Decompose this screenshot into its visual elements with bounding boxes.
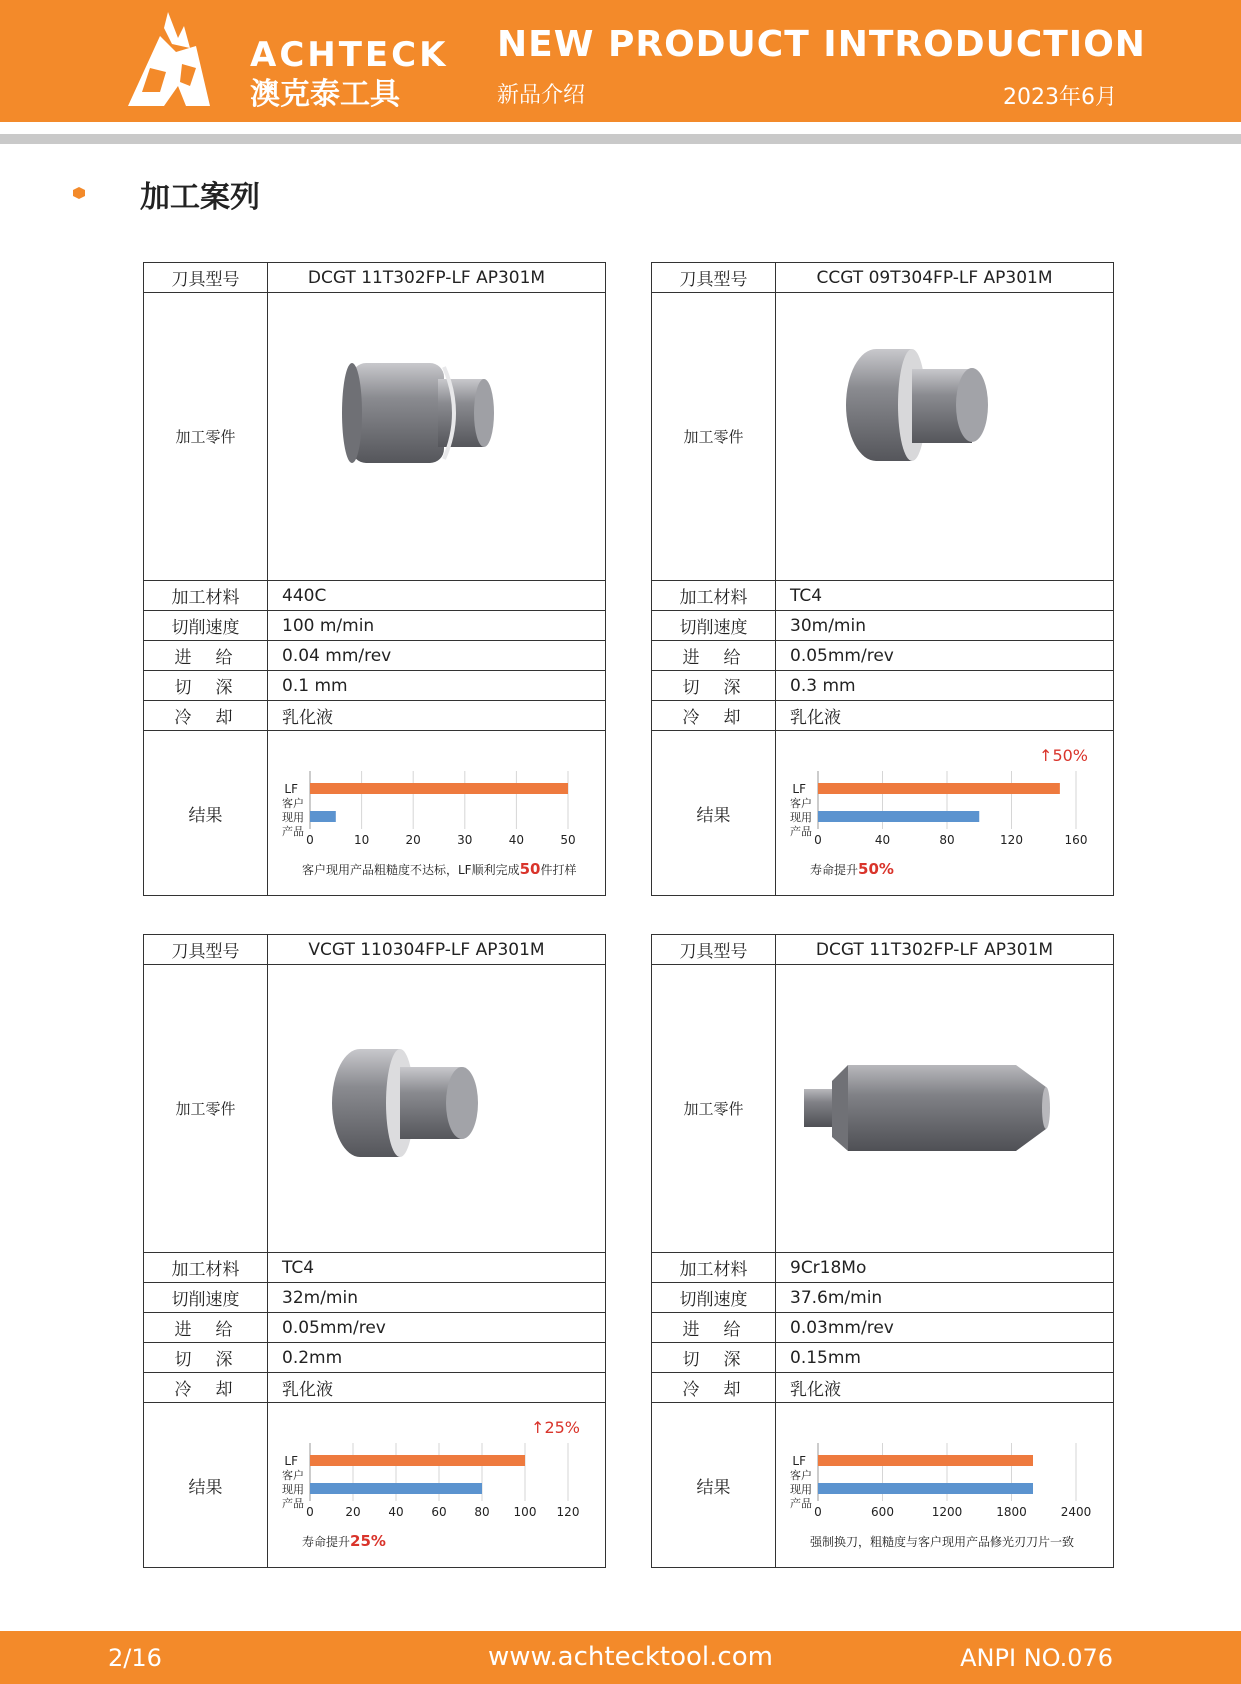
result-label: 结果 [144,1403,268,1567]
x-tick-label: 0 [814,1505,822,1519]
result-chart-area [268,731,605,895]
cooling-label: 冷却 [652,701,776,730]
speed-label: 切削速度 [144,1283,268,1312]
category-label-customer: 客户现用产品 [282,797,304,838]
feed-label: 进给 [652,641,776,670]
depth-label: 切深 [652,671,776,700]
material-value: 440C [282,585,327,606]
material-value: TC4 [282,1257,315,1278]
feed-row [144,1313,605,1343]
section-title: 加工案列 [140,180,260,215]
case-card-1 [143,262,606,896]
material-row [652,1253,1113,1283]
depth-row [144,671,605,701]
issue-date: 2023年6月 [1003,85,1117,110]
category-label-customer: 客户现用产品 [790,797,812,838]
result-label: 结果 [652,1403,776,1567]
result-row [652,1403,1113,1567]
improvement-badge: ↑25% [531,1418,580,1437]
feed-row [144,641,605,671]
tool-label: 刀具型号 [652,935,776,964]
x-tick-label: 100 [513,1505,537,1519]
x-tick-label: 0 [814,833,822,847]
bar-lf [310,783,568,794]
result-note: 寿命提升50% [810,860,894,878]
x-tick-label: 10 [353,833,370,847]
header-divider [0,134,1241,144]
header-banner [0,0,1241,122]
stepped-pin-part-icon [268,965,605,1253]
result-note: 寿命提升25% [302,1532,386,1550]
feed-value: 0.04 mm/rev [282,645,392,666]
speed-label: 切削速度 [652,611,776,640]
speed-row [144,611,605,641]
speed-value: 30m/min [790,615,866,636]
category-label-lf: LF [792,1454,806,1468]
part-label: 加工零件 [144,293,268,580]
document-number: ANPI NO.076 [960,1644,1113,1672]
tool-label: 刀具型号 [144,935,268,964]
part-label: 加工零件 [144,965,268,1252]
page-title-cn: 新品介绍 [497,83,586,108]
feed-label: 进给 [652,1313,776,1342]
result-label: 结果 [144,731,268,895]
tool-row [144,935,605,965]
result-row [144,731,605,895]
x-tick-label: 1800 [996,1505,1027,1519]
x-tick-label: 80 [474,1505,490,1519]
cooling-value: 乳化液 [790,708,841,728]
material-row [144,1253,605,1283]
speed-label: 切削速度 [652,1283,776,1312]
part-row [144,965,605,1253]
category-label-lf: LF [284,782,298,796]
part-image [776,293,1113,580]
speed-row [652,1283,1113,1313]
x-tick-label: 120 [1000,833,1023,847]
cooling-label: 冷却 [144,1373,268,1402]
cooling-label: 冷却 [652,1373,776,1402]
depth-value: 0.15mm [790,1347,861,1368]
x-tick-label: 80 [939,833,955,847]
result-label: 结果 [652,731,776,895]
result-note: 强制换刀，粗糙度与客户现用产品修光刃刀片一致 [810,1535,1075,1549]
category-label-customer: 客户现用产品 [282,1469,304,1510]
feed-value: 0.05mm/rev [282,1317,386,1338]
cooling-row [652,701,1113,731]
speed-value: 32m/min [282,1287,358,1308]
depth-label: 切深 [144,1343,268,1372]
material-label: 加工材料 [144,581,268,610]
bar-customer [310,1483,482,1494]
result-bar-chart [776,731,1113,895]
tool-row [144,263,605,293]
tool-model: CCGT 09T304FP-LF AP301M [816,267,1053,288]
speed-value: 100 m/min [282,615,375,636]
stepped-pin-part-icon [776,293,1113,581]
material-label: 加工材料 [144,1253,268,1282]
x-tick-label: 0 [306,1505,314,1519]
tool-model: DCGT 11T302FP-LF AP301M [307,267,546,288]
speed-label: 切削速度 [144,611,268,640]
feed-value: 0.03mm/rev [790,1317,894,1338]
category-label-lf: LF [792,782,806,796]
bar-customer [818,811,979,822]
feed-label: 进给 [144,1313,268,1342]
x-tick-label: 20 [345,1505,361,1519]
material-value: 9Cr18Mo [790,1257,867,1278]
cooling-row [144,701,605,731]
bar-customer [310,811,336,822]
svg-text:澳克泰工具: 澳克泰工具 [250,77,400,112]
material-row [652,581,1113,611]
x-tick-label: 600 [871,1505,894,1519]
website-link[interactable]: www.achtecktool.com [488,1642,773,1672]
x-tick-label: 40 [874,833,891,847]
material-label: 加工材料 [652,581,776,610]
feed-label: 进给 [144,641,268,670]
result-chart-area [776,731,1113,895]
part-row [652,293,1113,581]
result-row [652,731,1113,895]
depth-row [652,671,1113,701]
x-tick-label: 40 [508,833,525,847]
x-tick-label: 1200 [931,1505,963,1519]
category-label-lf: LF [284,1454,298,1468]
x-tick-label: 0 [306,833,314,847]
part-image [268,965,605,1252]
case-card-4 [651,934,1114,1568]
cooling-value: 乳化液 [282,708,333,728]
tool-row [652,935,1113,965]
depth-value: 0.1 mm [282,675,348,696]
feed-row [652,641,1113,671]
tool-label: 刀具型号 [652,263,776,292]
case-card-2 [651,262,1114,896]
tool-model: DCGT 11T302FP-LF AP301M [815,939,1054,960]
x-tick-label: 60 [431,1505,447,1519]
cooling-value: 乳化液 [790,1380,841,1400]
depth-value: 0.3 mm [790,675,856,696]
achteck-logo-icon [120,8,449,112]
depth-label: 切深 [652,1343,776,1372]
depth-row [144,1343,605,1373]
speed-row [652,611,1113,641]
bar-lf [310,1455,525,1466]
material-label: 加工材料 [652,1253,776,1282]
depth-label: 切深 [144,671,268,700]
hexagon-bullet-icon [73,187,85,199]
tool-model: VCGT 110304FP-LF AP301M [308,939,545,960]
part-image [268,293,605,580]
result-chart-area [268,1403,605,1567]
result-bar-chart [268,731,605,895]
result-row [144,1403,605,1567]
tool-row [652,263,1113,293]
material-value: TC4 [790,585,823,606]
tool-label: 刀具型号 [144,263,268,292]
footer-bar [0,1631,1241,1684]
part-image [776,965,1113,1252]
x-tick-label: 2400 [1060,1505,1092,1519]
result-note: 客户现用产品粗糙度不达标，LF顺利完成50件打样 [302,860,577,878]
depth-value: 0.2mm [282,1347,343,1368]
speed-row [144,1283,605,1313]
page-number: 2/16 [108,1644,162,1672]
cooling-row [652,1373,1113,1403]
part-label: 加工零件 [652,965,776,1252]
shaft-part-icon [776,965,1113,1253]
category-label-customer: 客户现用产品 [790,1469,812,1510]
result-chart-area [776,1403,1113,1567]
speed-value: 37.6m/min [790,1287,883,1308]
case-card-3 [143,934,606,1568]
material-row [144,581,605,611]
cooling-label: 冷却 [144,701,268,730]
feed-value: 0.05mm/rev [790,645,894,666]
page-title-en: NEW PRODUCT INTRODUCTION [497,24,1146,65]
result-bar-chart [776,1403,1113,1567]
feed-row [652,1313,1113,1343]
improvement-badge: ↑50% [1039,746,1088,765]
result-bar-chart [268,1403,605,1567]
x-tick-label: 120 [556,1505,580,1519]
depth-row [652,1343,1113,1373]
x-tick-label: 40 [388,1505,404,1519]
x-tick-label: 160 [1064,833,1088,847]
part-label: 加工零件 [652,293,776,580]
bar-customer [818,1483,1033,1494]
bushing-part-icon [268,293,605,581]
part-row [652,965,1113,1253]
bar-lf [818,1455,1033,1466]
cooling-row [144,1373,605,1403]
x-tick-label: 20 [405,833,421,847]
bar-lf [818,783,1060,794]
x-tick-label: 30 [457,833,473,847]
cooling-value: 乳化液 [282,1380,333,1400]
x-tick-label: 50 [560,833,576,847]
svg-text:ACHTECK: ACHTECK [250,35,449,75]
part-row [144,293,605,581]
